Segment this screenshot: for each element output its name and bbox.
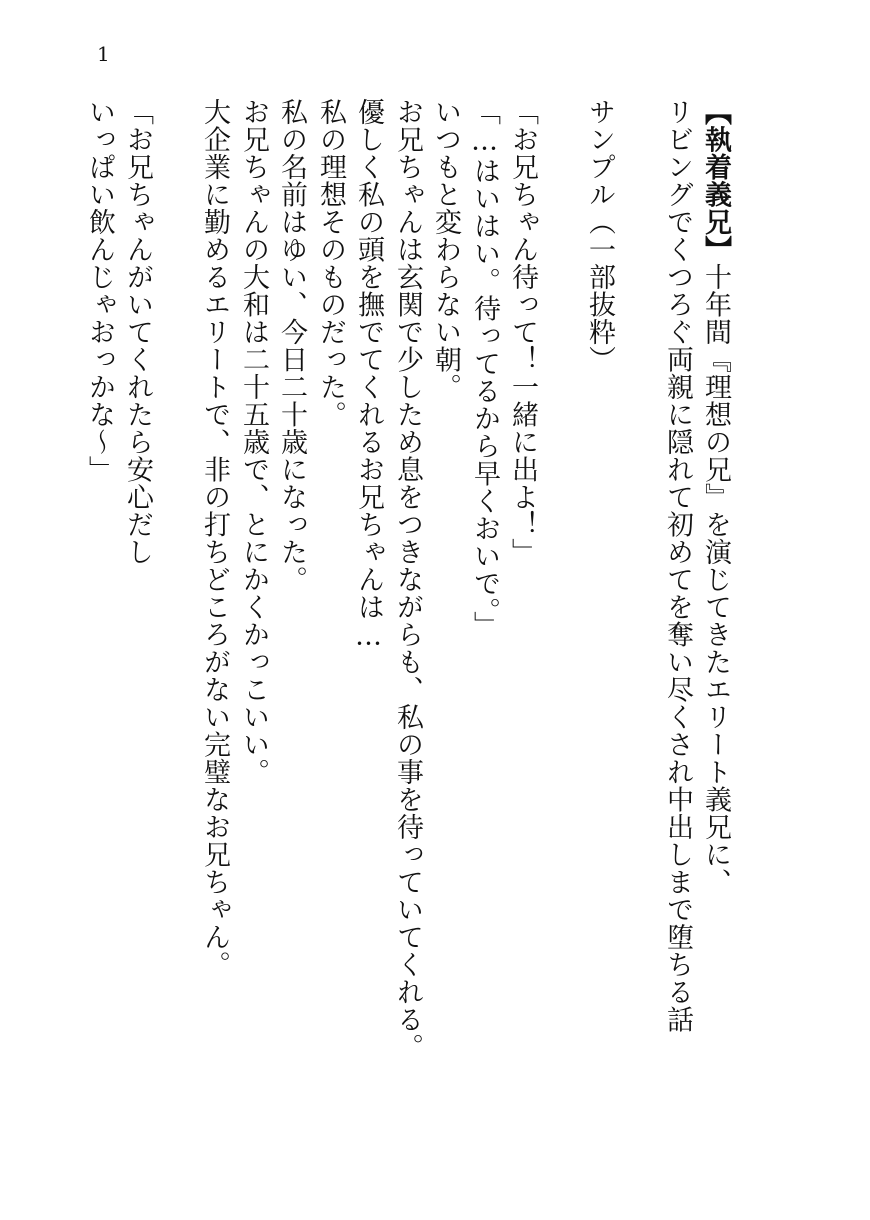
title-text: 十年間『理想の兄』を演じてきたエリート義兄に、 bbox=[700, 263, 731, 896]
page-number: 1 bbox=[97, 42, 110, 66]
text-line: お兄ちゃんは玄関で少しため息をつきながらも、私の事を待っていてくれる。 bbox=[392, 98, 423, 1061]
text-line: 私の名前はゆい、今日二十歳になった。 bbox=[276, 98, 307, 593]
text-line: 優しく私の頭を撫でてくれるお兄ちゃんは… bbox=[353, 98, 384, 652]
text-line: 「お兄ちゃんがいてくれたら安心だし bbox=[122, 98, 153, 566]
text-line: いつもと変わらない朝。 bbox=[430, 98, 461, 401]
text-line: リビングでくつろぐ両親に隠れて初めてを奪い尽くされ中出しまで堕ちる話 bbox=[662, 98, 693, 1033]
section-heading: サンプル（一部抜粋） bbox=[584, 98, 615, 373]
text-line: 私の理想そのものだった。 bbox=[315, 98, 346, 428]
text-line: お兄ちゃんの大和は二十五歳で、とにかくかっこいい。 bbox=[238, 98, 269, 786]
text-line: いっぱい飲んじゃおっかな～」 bbox=[84, 98, 115, 483]
text-line: 大企業に勤めるエリートで、非の打ちどころがない完璧なお兄ちゃん。 bbox=[199, 98, 230, 978]
text-line: 「お兄ちゃん待って！一緒に出よ！」 bbox=[507, 98, 538, 566]
text-line: 「…はいはい。待ってるから早くおいで。」 bbox=[469, 98, 500, 639]
title-line bbox=[702, 98, 729, 896]
title-mark: 【執着義兄】 bbox=[700, 98, 731, 263]
